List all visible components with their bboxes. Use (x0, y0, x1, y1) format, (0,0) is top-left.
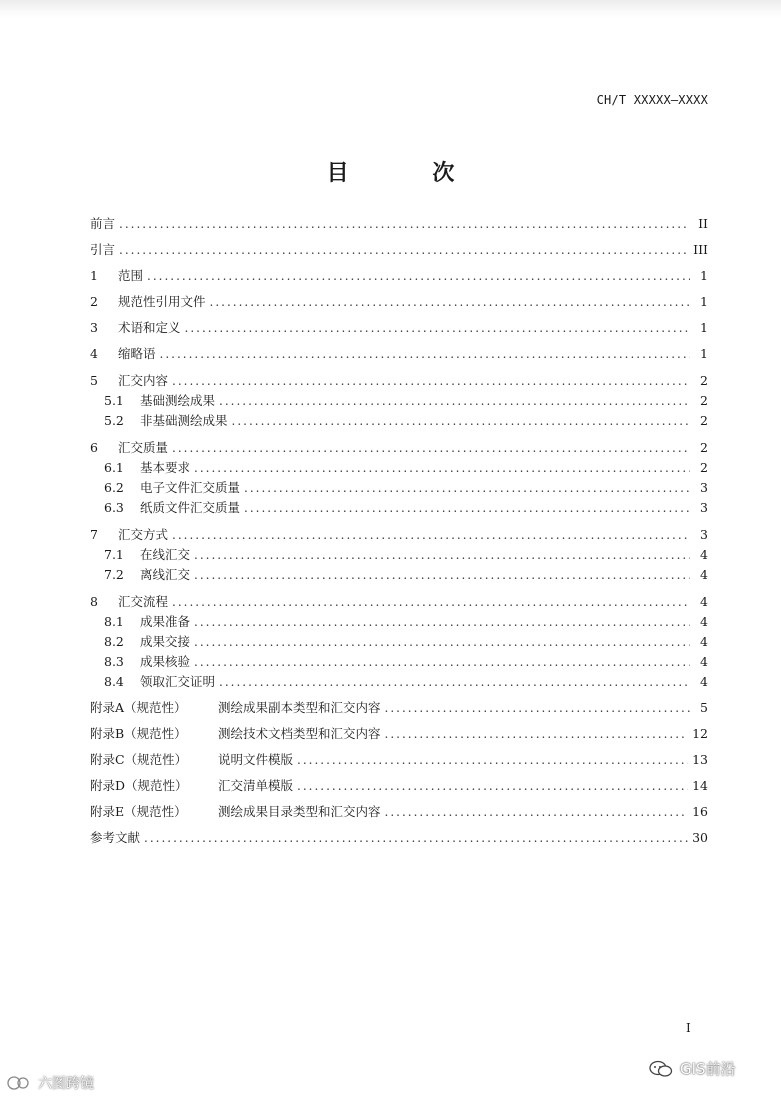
toc-dot-leader (297, 776, 688, 796)
toc-entry-label: 范围 (118, 268, 144, 283)
toc-entry[interactable] (90, 318, 708, 338)
toc-entry-label: 测绘成果副本类型和汇交内容 (218, 700, 381, 715)
toc-dot-leader (194, 632, 690, 652)
toc-dot-leader (219, 391, 690, 411)
toc-entry-page: 2 (700, 373, 708, 388)
toc-entry-page: 1 (700, 294, 708, 309)
toc-entry[interactable] (90, 776, 708, 796)
toc-entry[interactable] (90, 498, 708, 518)
toc-entry-page: 4 (700, 614, 708, 629)
toc-entry-label: 说明文件模版 (218, 752, 294, 767)
toc-dot-leader (172, 525, 690, 545)
toc-dot-leader (194, 458, 690, 478)
toc-dot-leader (297, 750, 688, 770)
toc-entry-page: 5 (700, 700, 708, 715)
toc-dot-leader (385, 724, 689, 744)
toc-entry-page: 4 (700, 567, 708, 582)
toc-dot-leader (194, 565, 690, 585)
toc-entry[interactable] (90, 698, 708, 718)
toc-entry-number: 2 (90, 294, 98, 309)
toc-entry[interactable] (90, 652, 708, 672)
toc-dot-leader (244, 498, 690, 518)
toc-entry[interactable] (90, 458, 708, 478)
toc-entry-number: 3 (90, 320, 98, 335)
toc-entry-page: 2 (700, 440, 708, 455)
toc-entry-number: 5.2 (104, 413, 124, 428)
logo-icon (6, 1074, 32, 1092)
toc-entry-number: 6.1 (104, 460, 124, 475)
toc-entry-number: 8.3 (104, 654, 124, 669)
toc-dot-leader (172, 592, 690, 612)
document-code: CH/T XXXXX—XXXX (596, 93, 708, 107)
toc-dot-leader (160, 344, 690, 364)
toc-entry-number: 1 (90, 268, 98, 283)
toc-entry-number: 6 (90, 440, 98, 455)
toc-entry-label: 在线汇交 (140, 547, 191, 562)
page-title: 目 次 (326, 161, 493, 186)
toc-entry-label: 引言 (90, 242, 116, 257)
toc-entry-page: 1 (700, 320, 708, 335)
toc-entry[interactable] (90, 371, 708, 391)
toc-entry-label: 离线汇交 (140, 567, 191, 582)
toc-entry[interactable] (90, 478, 708, 498)
toc-entry-number: 附录A（规范性） (90, 700, 187, 715)
toc-entry-number: 附录E（规范性） (90, 804, 187, 819)
toc-entry-label: 成果交接 (140, 634, 191, 649)
toc-dot-leader (210, 292, 690, 312)
toc-entry[interactable] (90, 802, 708, 822)
toc-entry[interactable] (90, 525, 708, 545)
toc-entry-page: 4 (700, 674, 708, 689)
toc-entry-label: 缩略语 (118, 346, 156, 361)
page-number: I (686, 1021, 691, 1035)
toc-entry[interactable] (90, 545, 708, 565)
toc-entry-label: 前言 (90, 216, 116, 231)
watermark-gis (648, 1058, 736, 1079)
toc-dot-leader (185, 318, 690, 338)
toc-entry[interactable] (90, 266, 708, 286)
toc-entry-page: 2 (700, 460, 708, 475)
toc-dot-leader (194, 545, 690, 565)
toc-entry-number: 4 (90, 346, 98, 361)
toc-entry-label: 汇交内容 (118, 373, 169, 388)
toc-entry-page: 4 (700, 547, 708, 562)
toc-entry[interactable] (90, 240, 708, 260)
toc-entry-page: 4 (700, 654, 708, 669)
toc-entry[interactable] (90, 672, 708, 692)
toc-entry-number: 7 (90, 527, 98, 542)
toc-dot-leader (219, 672, 690, 692)
toc-entry-number: 7.2 (104, 567, 124, 582)
toc-entry[interactable] (90, 750, 708, 770)
toc-entry[interactable] (90, 292, 708, 312)
toc-entry-page: II (698, 216, 708, 231)
watermark-liutu (6, 1073, 94, 1093)
toc-dot-leader (119, 240, 689, 260)
toc-entry-page: 2 (700, 413, 708, 428)
toc-entry-page: 2 (700, 393, 708, 408)
toc-entry-label: 汇交清单模版 (218, 778, 294, 793)
toc-entry-number: 附录D（规范性） (90, 778, 188, 793)
toc-entry-number: 8 (90, 594, 98, 609)
toc-dot-leader (119, 214, 690, 234)
toc-entry-page: 3 (700, 480, 708, 495)
toc-entry-page: 12 (692, 726, 708, 741)
toc-dot-leader (147, 266, 690, 286)
toc-entry-page: 16 (692, 804, 708, 819)
toc-entry[interactable] (90, 592, 708, 612)
toc-entry-label: 测绘成果目录类型和汇交内容 (218, 804, 381, 819)
toc-entry-page: 1 (700, 346, 708, 361)
toc-entry-label: 成果准备 (140, 614, 191, 629)
toc-entry-label: 术语和定义 (118, 320, 181, 335)
toc-entry-page: 4 (700, 634, 708, 649)
toc-entry-page: 14 (692, 778, 708, 793)
toc-entry[interactable] (90, 632, 708, 652)
toc-entry-label: 纸质文件汇交质量 (140, 500, 241, 515)
toc-entry[interactable] (90, 214, 708, 234)
toc-entry[interactable] (90, 724, 708, 744)
toc-entry-number: 附录B（规范性） (90, 726, 187, 741)
wechat-icon (648, 1060, 674, 1078)
toc-entry-page: 3 (700, 500, 708, 515)
toc-entry-label: 规范性引用文件 (118, 294, 206, 309)
page-top-shadow (0, 0, 781, 18)
toc-entry-number: 6.2 (104, 480, 124, 495)
toc-dot-leader (385, 802, 689, 822)
toc-entry-number: 5.1 (104, 393, 124, 408)
toc-entry-number: 8.2 (104, 634, 124, 649)
toc-dot-leader (194, 612, 690, 632)
toc-dot-leader (385, 698, 690, 718)
toc-entry-page: 3 (700, 527, 708, 542)
toc-entry-page: 1 (700, 268, 708, 283)
toc-dot-leader (144, 828, 688, 848)
toc-entry-label: 领取汇交证明 (140, 674, 216, 689)
toc-entry-label: 电子文件汇交质量 (140, 480, 241, 495)
toc-entry-number: 8.4 (104, 674, 124, 689)
toc-entry-label: 基础测绘成果 (140, 393, 216, 408)
watermark-liutu-text: 六图跨镜 (38, 1076, 94, 1092)
toc-entry-label: 参考文献 (90, 830, 141, 845)
toc-dot-leader (172, 438, 690, 458)
toc-entry[interactable] (90, 828, 708, 848)
toc-entry-number: 7.1 (104, 547, 124, 562)
toc-entry-page: III (693, 242, 708, 257)
toc-dot-leader (244, 478, 690, 498)
toc-entry-label: 非基础测绘成果 (140, 413, 228, 428)
toc-entry-page: 30 (692, 830, 708, 845)
toc-entry-label: 基本要求 (140, 460, 191, 475)
toc-entry[interactable] (90, 391, 708, 411)
toc-dot-leader (194, 652, 690, 672)
toc-entry[interactable] (90, 565, 708, 585)
toc-entry[interactable] (90, 438, 708, 458)
toc-entry-label: 汇交流程 (118, 594, 169, 609)
toc-entry-number: 5 (90, 373, 98, 388)
toc-dot-leader (172, 371, 690, 391)
toc-entry-page: 13 (692, 752, 708, 767)
toc-entry[interactable] (90, 344, 708, 364)
toc-dot-leader (232, 411, 690, 431)
toc-entry-label: 汇交方式 (118, 527, 169, 542)
toc-entry-page: 4 (700, 594, 708, 609)
toc-entry-label: 汇交质量 (118, 440, 169, 455)
watermark-gis-text: GIS前沿 (680, 1060, 736, 1078)
toc-entry[interactable] (90, 411, 708, 431)
toc-entry-label: 测绘技术文档类型和汇交内容 (218, 726, 381, 741)
toc-entry-number: 附录C（规范性） (90, 752, 188, 767)
toc-entry-number: 8.1 (104, 614, 124, 629)
toc-entry-number: 6.3 (104, 500, 124, 515)
toc-entry[interactable] (90, 612, 708, 632)
toc-entry-label: 成果核验 (140, 654, 191, 669)
